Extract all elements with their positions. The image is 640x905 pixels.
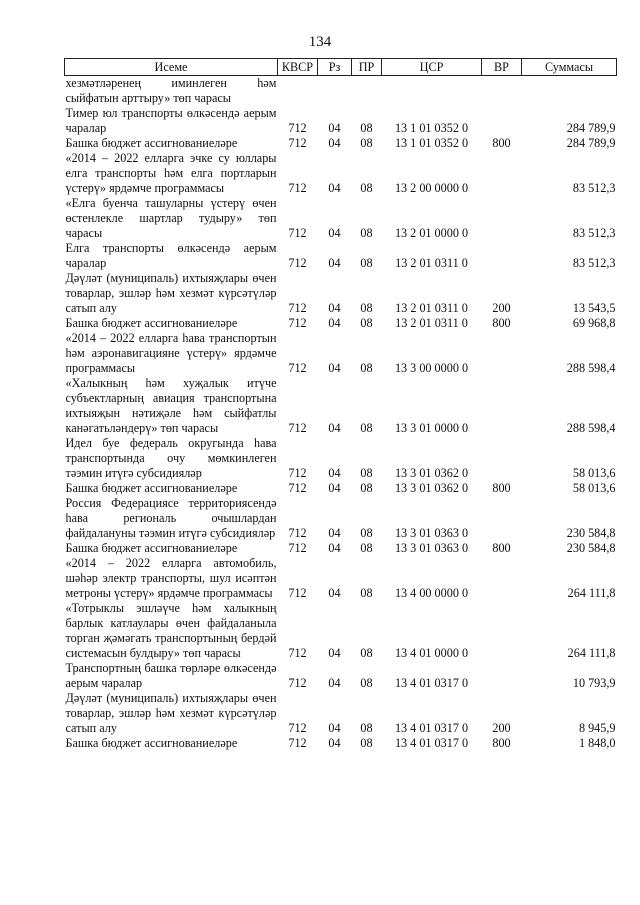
row-kvsr bbox=[278, 76, 318, 107]
table-row bbox=[65, 106, 617, 136]
row-name: Башка бюджет ассигнованиеләре bbox=[65, 481, 238, 495]
row-csr: 13 4 01 0317 0 bbox=[394, 721, 469, 735]
row-pr: 08 bbox=[360, 226, 373, 240]
row-kvsr: 712 bbox=[288, 121, 307, 135]
row-rz: 04 bbox=[328, 256, 341, 270]
row-rz: 04 bbox=[328, 481, 341, 495]
row-pr: 08 bbox=[360, 586, 373, 600]
table-row bbox=[65, 136, 617, 151]
row-rz: 04 bbox=[328, 541, 341, 555]
row-name: Башка бюджет ассигнованиеләре bbox=[65, 736, 238, 750]
table-row bbox=[65, 541, 617, 556]
row-csr: 13 2 01 0311 0 bbox=[395, 301, 468, 315]
row-csr: 13 2 01 0311 0 bbox=[395, 316, 468, 330]
row-csr bbox=[382, 76, 482, 107]
row-pr: 08 bbox=[360, 421, 373, 435]
row-kvsr: 712 bbox=[288, 541, 307, 555]
table-row bbox=[65, 556, 617, 601]
row-rz: 04 bbox=[328, 676, 341, 690]
row-pr: 08 bbox=[360, 361, 373, 375]
row-pr: 08 bbox=[360, 736, 373, 750]
row-pr: 08 bbox=[360, 181, 373, 195]
table-header-row bbox=[65, 59, 617, 76]
row-vr bbox=[482, 106, 522, 136]
row-rz: 04 bbox=[328, 646, 341, 660]
table-row bbox=[65, 331, 617, 376]
table-row bbox=[65, 736, 617, 751]
row-rz: 04 bbox=[328, 736, 341, 750]
row-sum: 288 598,4 bbox=[566, 361, 616, 375]
table-row bbox=[65, 316, 617, 331]
row-name: Дәүләт (муниципаль) ихтыяҗлары өчен товарлар, эшләр һәм хезмәт күрсәтүләр сатып алу bbox=[65, 691, 277, 735]
table-row bbox=[65, 271, 617, 316]
row-csr: 13 1 01 0352 0 bbox=[394, 121, 469, 135]
row-name: «2014 – 2022 елларга һава транспортын һәм аэронавигацияне үстерү» ярдәмче программасы bbox=[65, 331, 277, 375]
row-csr: 13 2 01 0311 0 bbox=[395, 256, 468, 270]
row-sum: 83 512,3 bbox=[572, 256, 616, 270]
table-row bbox=[65, 241, 617, 271]
row-vr bbox=[482, 436, 522, 481]
row-csr: 13 2 01 0000 0 bbox=[394, 226, 469, 240]
row-sum: 230 584,8 bbox=[566, 541, 616, 555]
budget-table bbox=[64, 58, 617, 751]
row-kvsr: 712 bbox=[288, 316, 307, 330]
row-kvsr: 712 bbox=[288, 226, 307, 240]
row-sum: 69 968,8 bbox=[572, 316, 616, 330]
row-name: Россия Федерациясе территориясендә һава региональ очышлардан файдалануны тәэмин итүгә субсидияләр bbox=[65, 496, 277, 540]
row-name: «Тотрыклы эшләүче һәм халыкның барлык катлаулары өчен файдаланыла торган җәмәгать транспортының бердәй системасын булдыру» төп чарасы bbox=[65, 601, 277, 660]
row-vr bbox=[482, 151, 522, 196]
row-pr: 08 bbox=[360, 541, 373, 555]
row-pr: 08 bbox=[360, 121, 373, 135]
row-sum: 288 598,4 bbox=[566, 421, 616, 435]
row-name: Тимер юл транспорты өлкәсендә аерым чаралар bbox=[65, 106, 277, 135]
row-name: Елга транспорты өлкәсендә аерым чаралар bbox=[65, 241, 277, 270]
header-sum: Суммасы bbox=[522, 59, 617, 76]
row-csr: 13 3 00 0000 0 bbox=[394, 361, 469, 375]
row-pr: 08 bbox=[360, 676, 373, 690]
row-kvsr: 712 bbox=[288, 181, 307, 195]
row-sum: 10 793,9 bbox=[572, 676, 616, 690]
table-row bbox=[65, 151, 617, 196]
row-vr bbox=[482, 331, 522, 376]
row-rz: 04 bbox=[328, 586, 341, 600]
row-kvsr: 712 bbox=[288, 136, 307, 150]
row-vr: 200 bbox=[492, 721, 511, 735]
row-kvsr: 712 bbox=[288, 421, 307, 435]
row-sum: 264 111,8 bbox=[567, 586, 616, 600]
page-number: 134 bbox=[308, 34, 332, 50]
row-csr: 13 3 01 0362 0 bbox=[394, 466, 469, 480]
row-csr: 13 4 01 0317 0 bbox=[394, 736, 469, 750]
row-rz: 04 bbox=[328, 301, 341, 315]
row-vr bbox=[482, 76, 522, 107]
table-body bbox=[65, 76, 617, 752]
table-row bbox=[65, 601, 617, 661]
row-name: Башка бюджет ассигнованиеләре bbox=[65, 316, 238, 330]
row-name: хезмәтләренең иминлеген һәм сыйфатын арттыру» төп чарасы bbox=[65, 76, 277, 105]
header-pr: ПР bbox=[352, 59, 382, 76]
row-kvsr: 712 bbox=[288, 301, 307, 315]
table-row bbox=[65, 196, 617, 241]
row-pr: 08 bbox=[360, 316, 373, 330]
row-csr: 13 4 01 0317 0 bbox=[394, 676, 469, 690]
row-csr: 13 2 00 0000 0 bbox=[394, 181, 469, 195]
table-row bbox=[65, 376, 617, 436]
row-name: Транспортның башка төрләре өлкәсендә аерым чаралар bbox=[65, 661, 277, 690]
row-rz: 04 bbox=[328, 121, 341, 135]
row-kvsr: 712 bbox=[288, 361, 307, 375]
row-sum: 83 512,3 bbox=[572, 181, 616, 195]
header-rz: Рз bbox=[318, 59, 352, 76]
table-row bbox=[65, 661, 617, 691]
row-kvsr: 712 bbox=[288, 721, 307, 735]
row-sum: 284 789,9 bbox=[566, 136, 616, 150]
row-pr: 08 bbox=[360, 466, 373, 480]
table-row bbox=[65, 496, 617, 541]
row-csr: 13 3 01 0363 0 bbox=[394, 541, 469, 555]
row-pr: 08 bbox=[360, 721, 373, 735]
row-rz: 04 bbox=[328, 181, 341, 195]
row-rz: 04 bbox=[328, 526, 341, 540]
row-name: Башка бюджет ассигнованиеләре bbox=[65, 541, 238, 555]
row-vr: 800 bbox=[492, 736, 511, 750]
row-name: Идел буе федераль округында һава транспортында очу мөмкинлеген тәэмин итүгә субсидияләр bbox=[65, 436, 277, 480]
row-rz: 04 bbox=[328, 721, 341, 735]
row-name: «Елга буенча ташуларны үстерү өчен өстенлекле шартлар тудыру» төп чарасы bbox=[65, 196, 277, 240]
row-sum: 264 111,8 bbox=[567, 646, 616, 660]
table-row bbox=[65, 691, 617, 736]
row-vr bbox=[482, 496, 522, 541]
row-vr: 800 bbox=[492, 481, 511, 495]
row-vr bbox=[482, 241, 522, 271]
row-pr: 08 bbox=[360, 646, 373, 660]
row-kvsr: 712 bbox=[288, 646, 307, 660]
row-kvsr: 712 bbox=[288, 676, 307, 690]
row-rz bbox=[318, 76, 352, 107]
row-kvsr: 712 bbox=[288, 526, 307, 540]
row-sum: 13 543,5 bbox=[572, 301, 616, 315]
row-csr: 13 1 01 0352 0 bbox=[394, 136, 469, 150]
header-vr: ВР bbox=[482, 59, 522, 76]
row-rz: 04 bbox=[328, 466, 341, 480]
table-row bbox=[65, 76, 617, 107]
row-sum: 8 945,9 bbox=[578, 721, 616, 735]
row-pr: 08 bbox=[360, 481, 373, 495]
row-vr: 200 bbox=[492, 301, 511, 315]
row-name: Дәүләт (муниципаль) ихтыяҗлары өчен товарлар, эшләр һәм хезмәт күрсәтүләр сатып алу bbox=[65, 271, 277, 315]
row-rz: 04 bbox=[328, 421, 341, 435]
row-csr: 13 4 01 0000 0 bbox=[394, 646, 469, 660]
row-vr: 800 bbox=[492, 136, 511, 150]
header-csr: ЦСР bbox=[382, 59, 482, 76]
row-vr bbox=[482, 601, 522, 661]
row-rz: 04 bbox=[328, 316, 341, 330]
row-kvsr: 712 bbox=[288, 466, 307, 480]
row-csr: 13 3 01 0000 0 bbox=[394, 421, 469, 435]
row-vr bbox=[482, 376, 522, 436]
header-kvsr: КВСР bbox=[278, 59, 318, 76]
row-kvsr: 712 bbox=[288, 736, 307, 750]
row-rz: 04 bbox=[328, 226, 341, 240]
row-pr: 08 bbox=[360, 136, 373, 150]
row-rz: 04 bbox=[328, 361, 341, 375]
row-sum: 58 013,6 bbox=[572, 466, 616, 480]
row-rz: 04 bbox=[328, 136, 341, 150]
row-pr: 08 bbox=[360, 301, 373, 315]
row-name: Башка бюджет ассигнованиеләре bbox=[65, 136, 238, 150]
row-pr: 08 bbox=[360, 526, 373, 540]
row-vr bbox=[482, 196, 522, 241]
header-name: Исеме bbox=[65, 59, 278, 76]
row-csr: 13 3 01 0363 0 bbox=[394, 526, 469, 540]
row-vr bbox=[482, 556, 522, 601]
row-sum: 83 512,3 bbox=[572, 226, 616, 240]
row-name: «2014 – 2022 елларга автомобиль, шәһәр электр транспорты, шул исәптән метроны үстерү» ярдәмче программасы bbox=[65, 556, 277, 600]
row-kvsr: 712 bbox=[288, 586, 307, 600]
table-row bbox=[65, 436, 617, 481]
row-csr: 13 3 01 0362 0 bbox=[394, 481, 469, 495]
row-csr: 13 4 00 0000 0 bbox=[394, 586, 469, 600]
row-sum: 58 013,6 bbox=[572, 481, 616, 495]
row-sum: 1 848,0 bbox=[578, 736, 616, 750]
row-sum bbox=[522, 76, 617, 107]
row-sum: 230 584,8 bbox=[566, 526, 616, 540]
row-vr bbox=[482, 661, 522, 691]
row-kvsr: 712 bbox=[288, 481, 307, 495]
row-pr bbox=[352, 76, 382, 107]
row-vr: 800 bbox=[492, 541, 511, 555]
row-sum: 284 789,9 bbox=[566, 121, 616, 135]
row-vr: 800 bbox=[492, 316, 511, 330]
row-kvsr: 712 bbox=[288, 256, 307, 270]
row-name: «Халыкның һәм хуҗалык итүче субъектларның авиация транспортына ихтыяҗын нәтиҗәле һәм сыйфатлы канәгатьләндерү» төп чарасы bbox=[65, 376, 277, 435]
table-row bbox=[65, 481, 617, 496]
row-pr: 08 bbox=[360, 256, 373, 270]
row-name: «2014 – 2022 елларга эчке су юллары елга транспорты һәм елга портларын үстерү» ярдәмче программасы bbox=[65, 151, 277, 195]
